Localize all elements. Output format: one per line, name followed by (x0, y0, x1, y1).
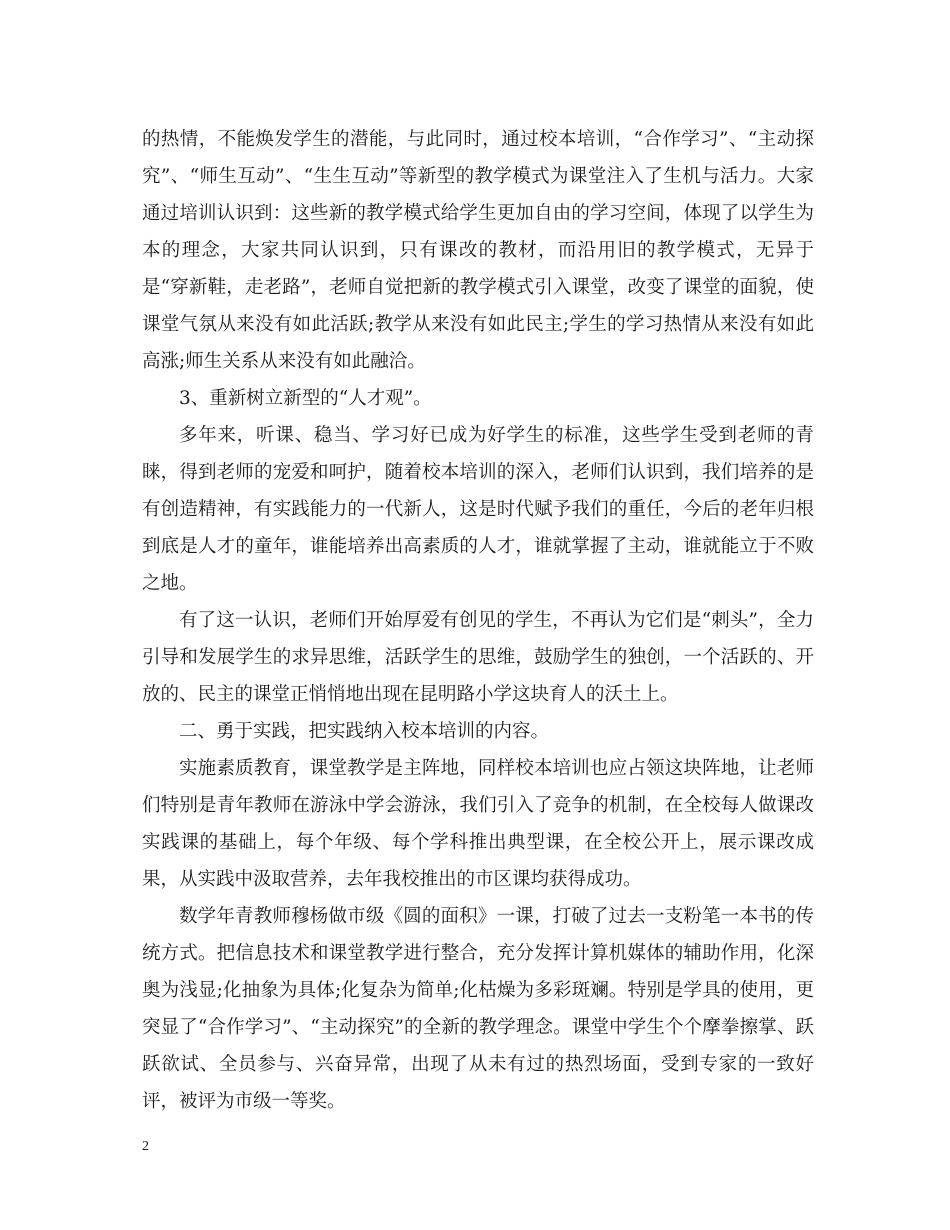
paragraph: 多年来，听课、稳当、学习好已成为好学生的标准，这些学生受到老师的青睐，得到老师的宠爱和呵护，随着校本培训的深入，老师们认识到，我们培养的是有创造精神，有实践能力的一代新人，这是时代赋予我们的重任，今后的老年归根到底是人才的童年，谁能培养出高素质的人才，谁就掌握了主动，谁就能立于不败之地。 (142, 425, 814, 594)
paragraph: 数学年青教师穆杨做市级《圆的面积》一课，打破了过去一支粉笔一本书的传统方式。把信息技术和课堂教学进行整合，充分发挥计算机媒体的辅助作用，化深奥为浅显;化抽象为具体;化复杂为简单;化枯燥为多彩斑斓。特别是学具的使用，更突显了“合作学习”、“主动探究”的全新的教学理念。课堂中学生个个摩拳擦掌、跃跃欲试、全员参与、兴奋异常，出现了从未有过的热烈场面，受到专家的一致好评，被评为市级一等奖。 (142, 906, 814, 1112)
paragraph: 有了这一认识，老师们开始厚爱有创见的学生，不再认为它们是“刺头”，全力引导和发展学生的求异思维，活跃学生的思维，鼓励学生的独创，一个活跃的、开放的、民主的课堂正悄悄地出现在昆明路小学这块育人的沃土上。 (142, 610, 814, 705)
section-heading: 3、重新树立新型的“人才观”。 (179, 388, 432, 409)
paragraph: 的热情，不能焕发学生的潜能，与此同时，通过校本培训，“合作学习”、“主动探究”、“师生互动”、“生生互动”等新型的教学模式为课堂注入了生机与活力。大家通过培训认识到：这些新的教学模式给学生更加自由的学习空间，体现了以学生为本的理念，大家共同认识到，只有课改的教材，而沿用旧的教学模式，无异于是“穿新鞋，走老路”，老师自觉把新的教学模式引入课堂，改变了课堂的面貌，使课堂气氛从来没有如此活跃;教学从来没有如此民主;学生的学习热情从来没有如此高涨;师生关系从来没有如此融洽。 (142, 129, 814, 372)
body-text (142, 121, 814, 1120)
section-heading: 二、勇于实践，把实践纳入校本培训的内容。 (179, 721, 550, 742)
page-number: 2 (142, 1139, 149, 1154)
paragraph: 实施素质教育，课堂教学是主阵地，同样校本培训也应占领这块阵地，让老师们特别是青年教师在游泳中学会游泳，我们引入了竞争的机制，在全校每人做课改实践课的基础上，每个年级、每个学科推出典型课，在全校公开上，展示课改成果，从实践中汲取营养，去年我校推出的市区课均获得成功。 (142, 758, 814, 890)
